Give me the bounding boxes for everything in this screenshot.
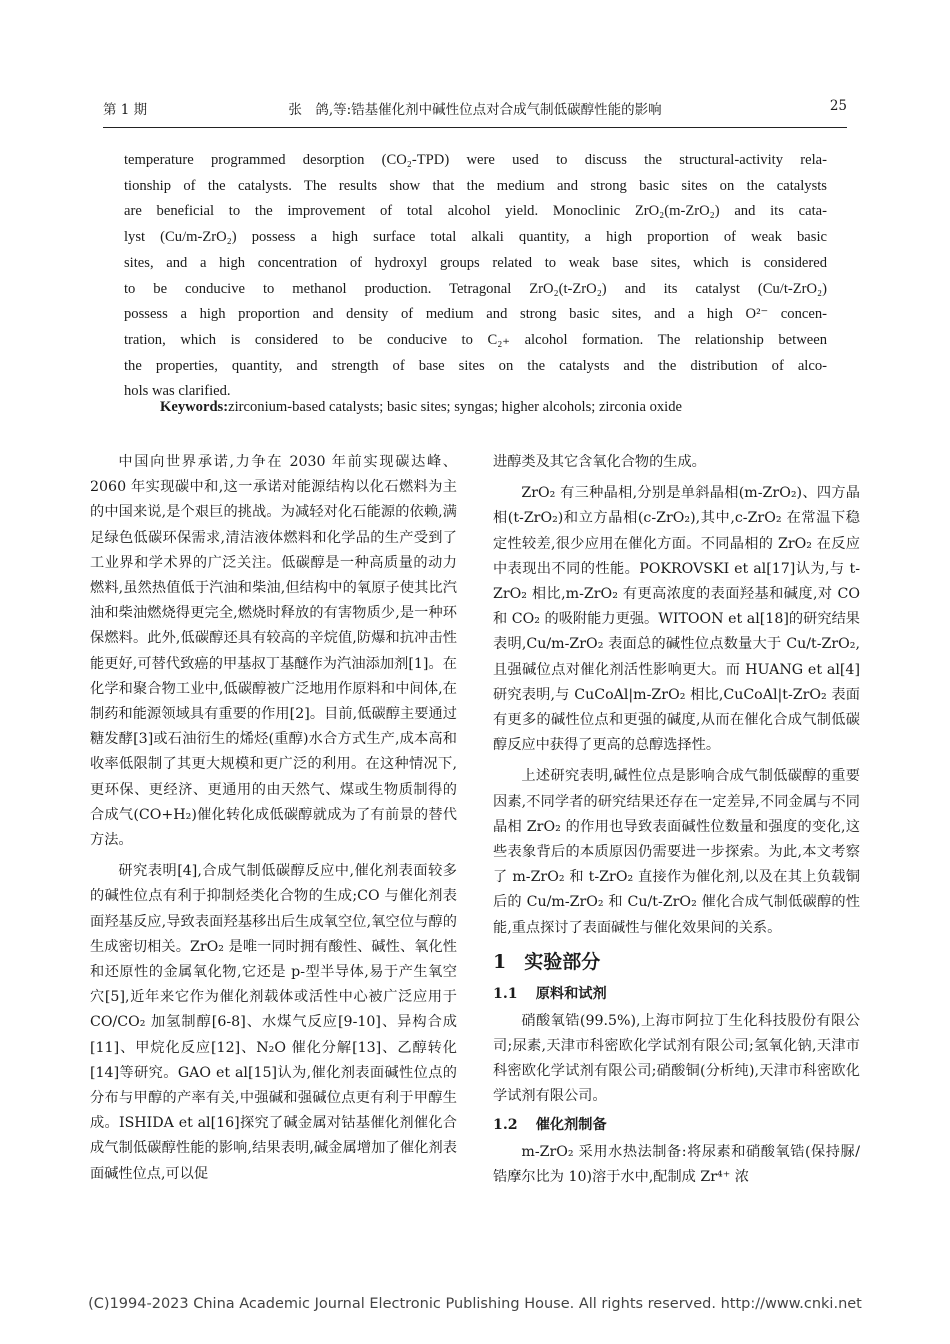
- section-title: 实验部分: [524, 950, 601, 973]
- abstract-line: tionship of the catalysts. The results show that the medium and strong basic sites on the catalysts: [124, 177, 827, 194]
- section-heading-experimental: [493, 949, 860, 975]
- intro-paragraph-1: 中国向世界承诺,力争在 2030 年前实现碳达峰、2060 年实现碳中和,这一承诺对能源结构以化石燃料为主的中国来说,是个艰巨的挑战。为减轻对化石能源的依赖,满足绿色低碳环保需求,清洁液体燃料和化学品的生产受到了工业界和学术界的广泛关注。低碳醇是一种高质量的动力燃料,虽然热值低于汽油和柴油,但结构中的氧原子使其比汽油和柴油燃烧得更完全,燃烧时释放的有害物质少,是一种环保燃料。此外,低碳醇还具有较高的辛烷值,防爆和抗冲击性能更好,可替代致癌的甲基叔丁基醚作为汽油添加剂[1]。在化学和聚合物工业中,低碳醇被广泛地用作原料和中间体,在制药和能源领域具有重要的作用[2]。目前,低碳醇主要通过糖发酵[3]或石油衍生的烯烃(重醇)水合方式生产,成本高和收率低限制了其更大规模和更广泛的利用。在这种情况下,更环保、更经济、更通用的由天然气、煤或生物质制得的合成气(CO+H₂)催化转化成低碳醇就成为了有前景的替代方法。: [90, 454, 457, 849]
- subsection-heading-materials: [493, 981, 860, 1007]
- abstract-line: tration, which is considered to be conducive to C₂₊ alcohol formation. The relationship between: [124, 331, 827, 348]
- intro-paragraph-continued: 进醇类及其它含氧化合物的生成。: [493, 454, 706, 470]
- right-column: [493, 450, 860, 1190]
- intro-paragraph-2: 研究表明[4],合成气制低碳醇反应中,催化剂表面较多的碱性位点有利于抑制烃类化合物的生成;CO 与催化剂表面羟基反应,导致表面羟基移出后生成氧空位,氧空位与醇的生成密切相关。ZrO₂ 是唯一同时拥有酸性、碱性、氧化性和还原性的金属氧化物,它还是 p-型半导体,易于产生氧空穴[5],近年来它作为催化剂载体或活性中心被广泛应用于 CO/CO₂ 加氢制醇[6-8]、水煤气反应[9-10]、异构合成[11]、甲烷化反应[12]、N₂O 催化分解[13]、乙醇转化[14]等研究。GAO et al[15]认为,催化剂表面碱性位点的分布与甲醇的产率有关,中强碱和强碱位点更有利于甲醇生成。ISHIDA et al[16]探究了碱金属对钴基催化剂催化合成气制低碳醇性能的影响,结果表明,碱金属增加了催化剂表面碱性位点,可以促: [90, 863, 457, 1182]
- section-number: 1: [493, 950, 507, 973]
- abstract-line: the properties, quantity, and strength of base sites on the catalysts and the distribution of alco-: [124, 357, 827, 374]
- subsection-number: 1.2: [493, 1116, 518, 1133]
- abstract-line: are beneficial to the improvement of total alcohol yield. Monoclinic ZrO₂(m-ZrO₂) and its cata-: [124, 203, 827, 220]
- abstract-line: hols was clarified.: [124, 383, 231, 400]
- abstract-line: lyst (Cu/m-ZrO₂) possess a high surface total alkali quantity, a high proportion of weak basic: [124, 229, 827, 246]
- running-title: 张 鸽,等:锆基催化剂中碱性位点对合成气制低碳醇性能的影响: [288, 102, 662, 118]
- header-rule: [103, 127, 847, 128]
- abstract-continuation: [124, 148, 827, 405]
- subsection-number: 1.1: [493, 985, 518, 1002]
- abstract-line: sites, and a high concentration of hydroxyl groups related to weak base sites, which is considered: [124, 254, 827, 271]
- keywords-label: Keywords:: [160, 399, 229, 415]
- materials-paragraph: 硝酸氧锆(99.5%),上海市阿拉丁生化科技股份有限公司;尿素,天津市科密欧化学试剂有限公司;氢氧化钠,天津市科密欧化学试剂有限公司;硝酸铜(分析纯),天津市科密欧化学试剂有限公司。: [493, 1012, 860, 1105]
- subsection-title: 原料和试剂: [535, 985, 607, 1002]
- running-header: [103, 98, 847, 120]
- page-number: 25: [829, 98, 847, 114]
- preparation-paragraph: m-ZrO₂ 采用水热法制备:将尿素和硝酸氧锆(保持脲/锆摩尔比为 10)溶于水中,配制成 Zr⁴⁺ 浓: [493, 1143, 860, 1185]
- copyright-footer: (C)1994-2023 China Academic Journal Electronic Publishing House. All rights reserved. http://www.cnki.net: [88, 1296, 862, 1312]
- subsection-heading-preparation: [493, 1112, 860, 1138]
- keywords-text: zirconium-based catalysts; basic sites; syngas; higher alcohols; zirconia oxide: [228, 399, 683, 415]
- issue-number: 第 1 期: [103, 102, 148, 118]
- intro-paragraph-3: ZrO₂ 有三种晶相,分别是单斜晶相(m-ZrO₂)、四方晶相(t-ZrO₂)和立方晶相(c-ZrO₂),其中,c-ZrO₂ 在常温下稳定性较差,很少应用在催化方面。不同晶相的 ZrO₂ 在反应中表现出不同的性能。POKROVSKI et al[17]认为,与 t-ZrO₂ 相比,m-ZrO₂ 有更高浓度的表面羟基和碱度,对 CO 和 CO₂ 的吸附能力更强。WITOON et al[18]的研究结果表明,Cu/m-ZrO₂ 表面总的碱性位点数量大于 Cu/t-ZrO₂,且强碱位点对催化剂活性影响更大。而 HUANG et al[4]研究表明,与 CuCoAl|m-ZrO₂ 相比,CuCoAl|t-ZrO₂ 表面有更多的碱性位点和更强的碱度,从而在催化合成气制低碳醇反应中获得了更高的总醇选择性。: [493, 485, 860, 754]
- left-column: [90, 450, 457, 1187]
- abstract-line: temperature programmed desorption (CO₂-TPD) were used to discuss the structural-activity rela-: [124, 152, 827, 168]
- keywords-line: [160, 399, 682, 416]
- subsection-title: 催化剂制备: [535, 1116, 607, 1133]
- abstract-line: to be conducive to methanol production. Tetragonal ZrO₂(t-ZrO₂) and its catalyst (Cu/t-ZrO₂): [124, 280, 827, 297]
- intro-paragraph-4: 上述研究表明,碱性位点是影响合成气制低碳醇的重要因素,不同学者的研究结果还存在一定差异,不同金属与不同晶相 ZrO₂ 的作用也导致表面碱性位数量和强度的变化,这些表象背后的本质原因仍需要进一步探索。为此,本文考察了 m-ZrO₂ 和 t-ZrO₂ 直接作为催化剂,以及在其上负载铜后的 Cu/m-ZrO₂ 和 Cu/t-ZrO₂ 催化合成气制低碳醇的性能,重点探讨了表面碱性与催化效果间的关系。: [493, 768, 860, 936]
- abstract-line: possess a high proportion and density of medium and strong basic sites, and a high O²⁻ concen-: [124, 306, 827, 323]
